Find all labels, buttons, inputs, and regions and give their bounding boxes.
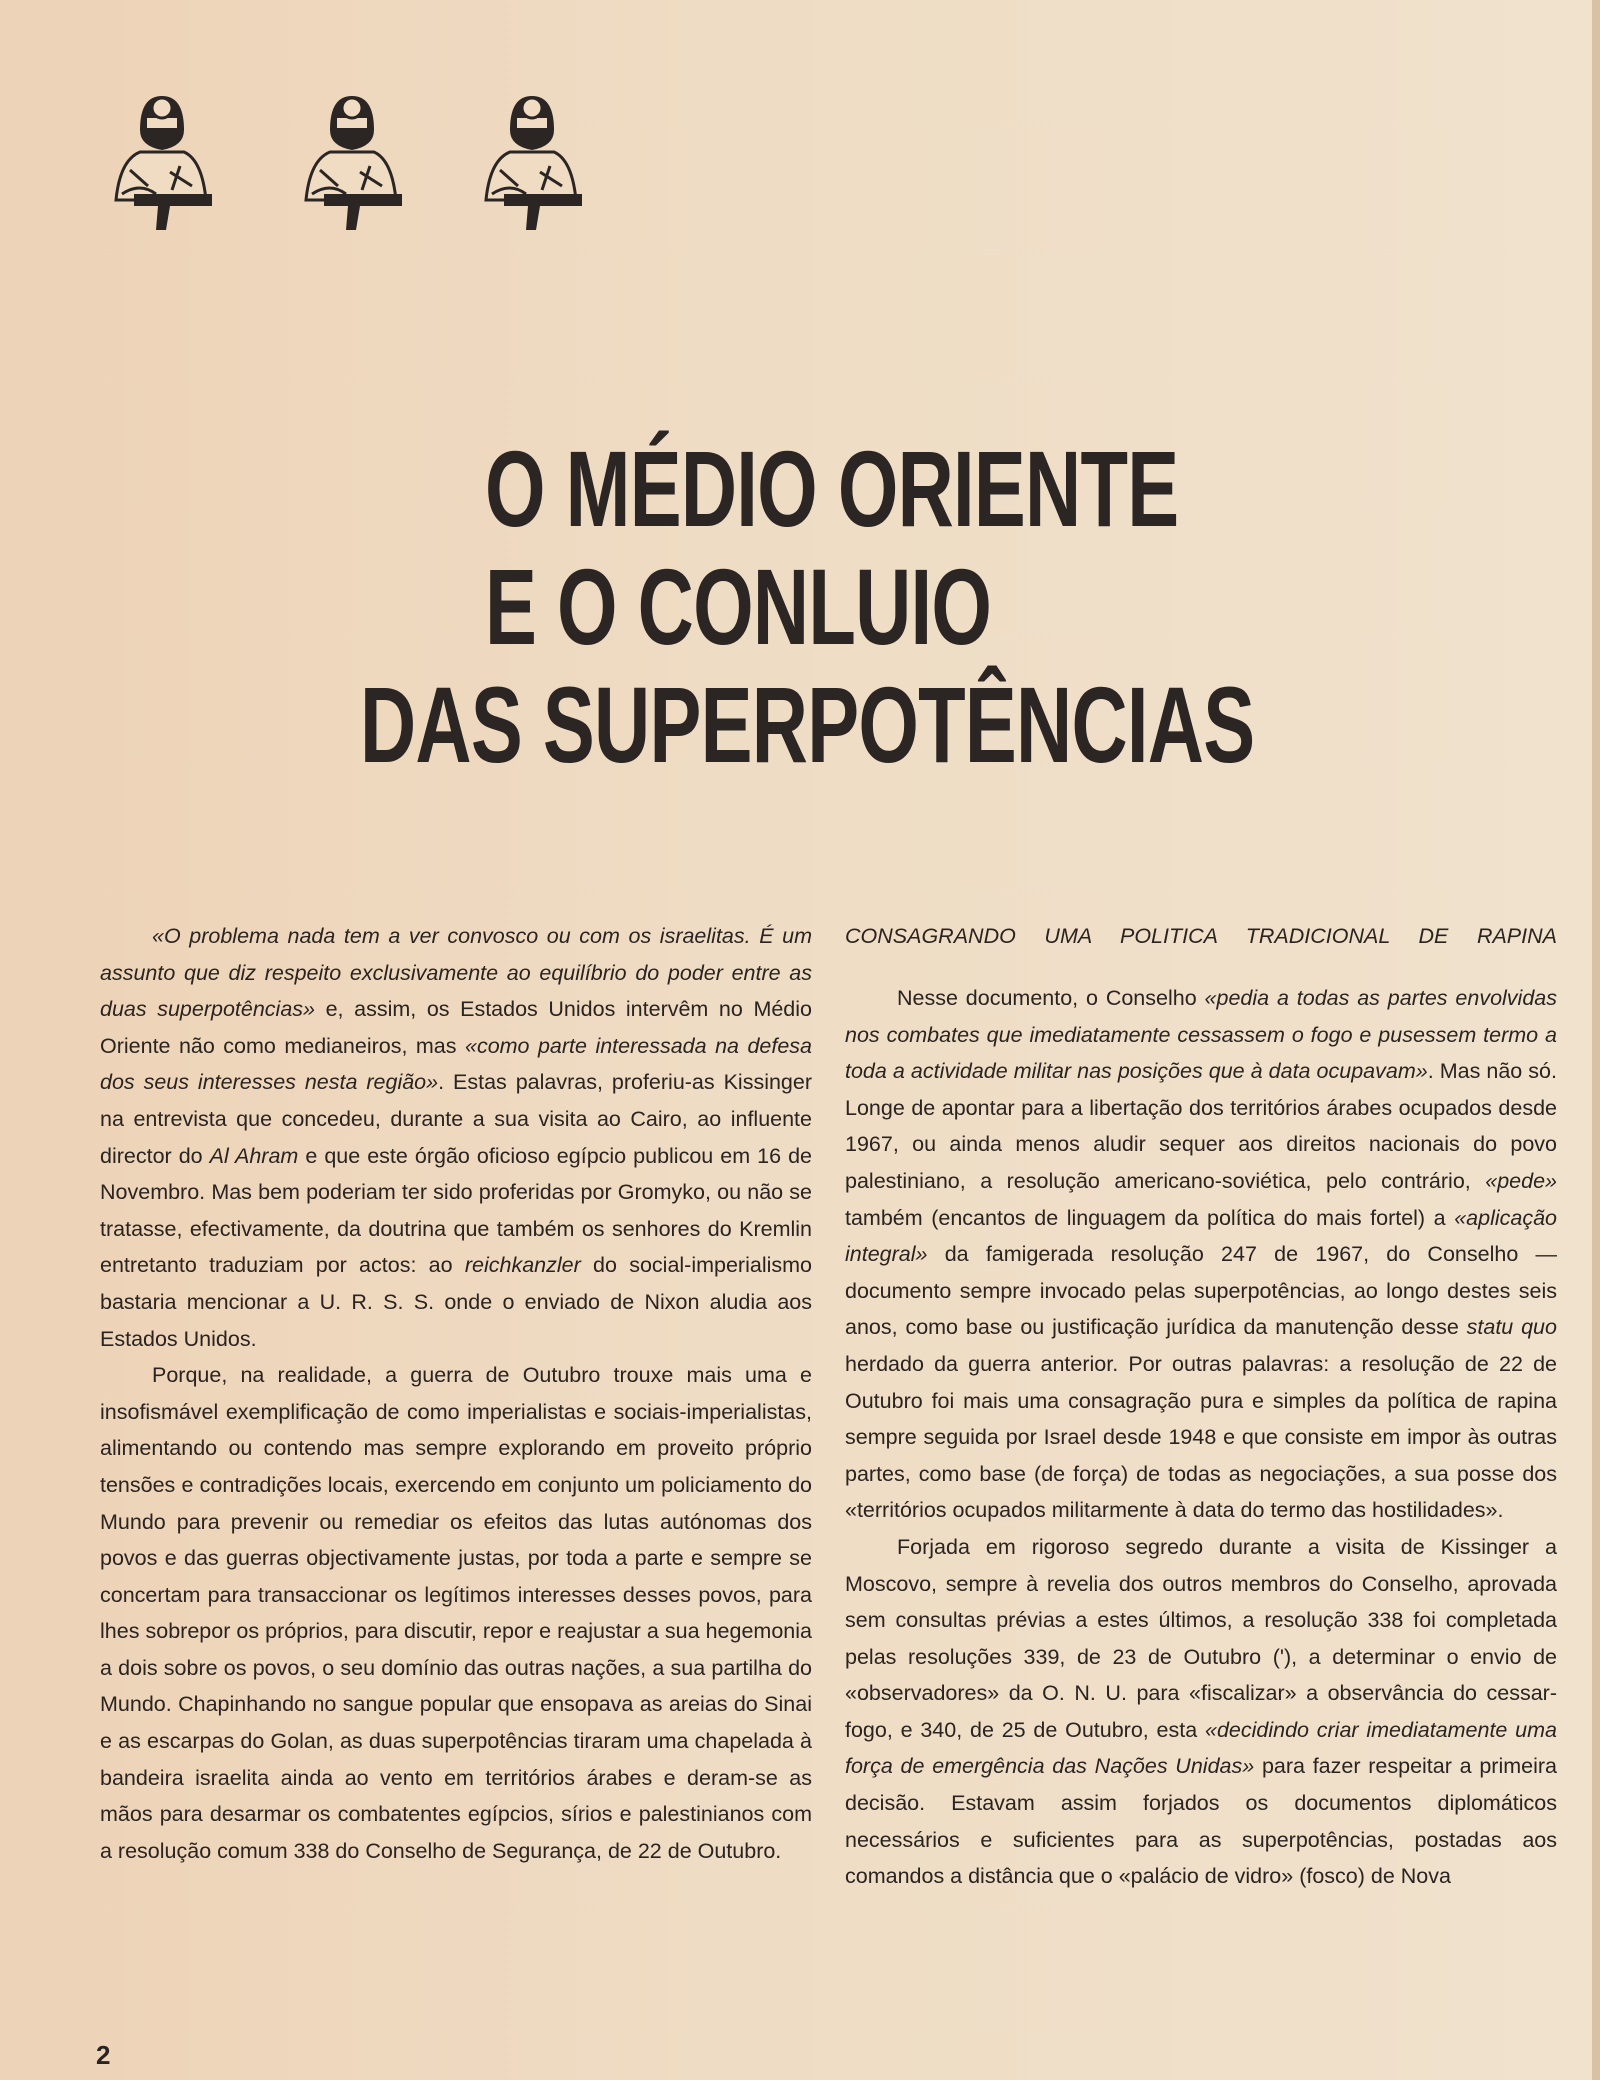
- title-line-2: E O CONLUIO: [485, 546, 992, 667]
- title-line-1: O MÉDIO ORIENTE: [485, 428, 1179, 549]
- right-column: [845, 918, 1557, 1895]
- paragraph: «O problema nada tem a ver convosco ou com os israelitas. É um assunto que diz respeito exclusivamente ao equilíbrio do poder entre as duas superpotências» e, assim, os Estados Unidos intervêm no Médio Oriente não como medianeiros, mas «como parte interessada na defesa dos seus interesses nesta região». Estas palavras, proferiu-as Kissinger na entrevista que concedeu, durante a sua visita ao Cairo, ao influente director do Al Ahram e que este órgão oficioso egípcio publicou em 16 de Novembro. Mas bem poderiam ter sido proferidas por Gromyko, ou não se tratasse, efectivamente, da doutrina que também os senhores do Kremlin entretanto traduziam por actos: ao reichkanzler do social-imperialismo bastaria mencionar a U. R. S. S. onde o enviado de Nixon aludia aos Estados Unidos.: [100, 924, 812, 1351]
- section-heading: CONSAGRANDO UMA POLITICA TRADICIONAL DE RAPINA: [845, 924, 1557, 948]
- guerrilla-figure-icon: [100, 90, 220, 235]
- page-title: [360, 430, 1360, 784]
- illustration: [100, 90, 580, 240]
- guerrilla-figure-icon: [470, 90, 590, 235]
- paragraph: Nesse documento, o Conselho «pedia a todas as partes envolvidas nos combates que imediatamente cessassem o fogo e pusessem termo a toda a actividade militar nas posições que à data ocupavam». Mas não só. Longe de apontar para a libertação dos territórios árabes ocupados desde 1967, ou ainda menos aludir sequer aos direitos nacionais do povo palestiniano, a resolução americano-soviética, pelo contrário, «pede» também (encantos de linguagem da política do mais fortel) a «aplicação integral» da famigerada resolução 247 de 1967, do Conselho — documento sempre invocado pelas superpotências, ao longo destes seis anos, como base ou justificação jurídica da manutenção desse statu quo herdado da guerra anterior. Por outras palavras: a resolução de 22 de Outubro foi mais uma consagração pura e simples da política de rapina sempre seguida por Israel desde 1948 e que consiste em impor às outras partes, como base (de força) de todas as negociações, a sua posse dos «territórios ocupados militarmente à data do termo das hostilidades».: [845, 986, 1557, 1523]
- page-edge: [1592, 0, 1600, 2080]
- paragraph: Porque, na realidade, a guerra de Outubro trouxe mais uma e insofismável exemplificação de como imperialistas e sociais-imperialistas, alimentando ou contendo mas sempre explorando em proveito próprio tensões e contradições locais, exercendo em conjunto um policiamento do Mundo para prevenir ou remediar os efeitos das lutas autónomas dos povos e das guerras objectivamente justas, por toda a parte e sempre se concertam para transaccionar os legítimos interesses desses povos, para lhes sobrepor os próprios, para discutir, repor e reajustar a sua hegemonia a dois sobre os povos, o seu domínio das outras nações, a sua partilha do Mundo. Chapinhando no sangue popular que ensopava as areias do Sinai e as escarpas do Golan, as duas superpotências tiraram uma chapelada à bandeira israelita ainda ao vento em territórios árabes e deram-se as mãos para desarmar os combatentes egípcios, sírios e palestinianos com a resolução comum 338 do Conselho de Segurança, de 22 de Outubro.: [100, 1363, 812, 1863]
- page-number: 2: [96, 2040, 111, 2070]
- paragraph: Forjada em rigoroso segredo durante a visita de Kissinger a Moscovo, sempre à revelia dos outros membros do Conselho, aprovada sem consultas prévias a estes últimos, a resolução 338 foi completada pelas resoluções 339, de 23 de Outubro ('), a determinar o envio de «observadores» da O. N. U. para «fiscalizar» a observância do cessar-fogo, e 340, de 25 de Outubro, esta «decidindo criar imediatamente uma força de emergência das Nações Unidas» para fazer respeitar a primeira decisão. Estavam assim forjados os documentos diplomáticos necessários e suficientes para as superpotências, postadas aos comandos a distância que o «palácio de vidro» (fosco) de Nova: [845, 1534, 1558, 1889]
- guerrilla-figure-icon: [290, 90, 410, 235]
- title-line-3: DAS SUPERPOTÊNCIAS: [360, 664, 1255, 785]
- left-column: [100, 918, 812, 1869]
